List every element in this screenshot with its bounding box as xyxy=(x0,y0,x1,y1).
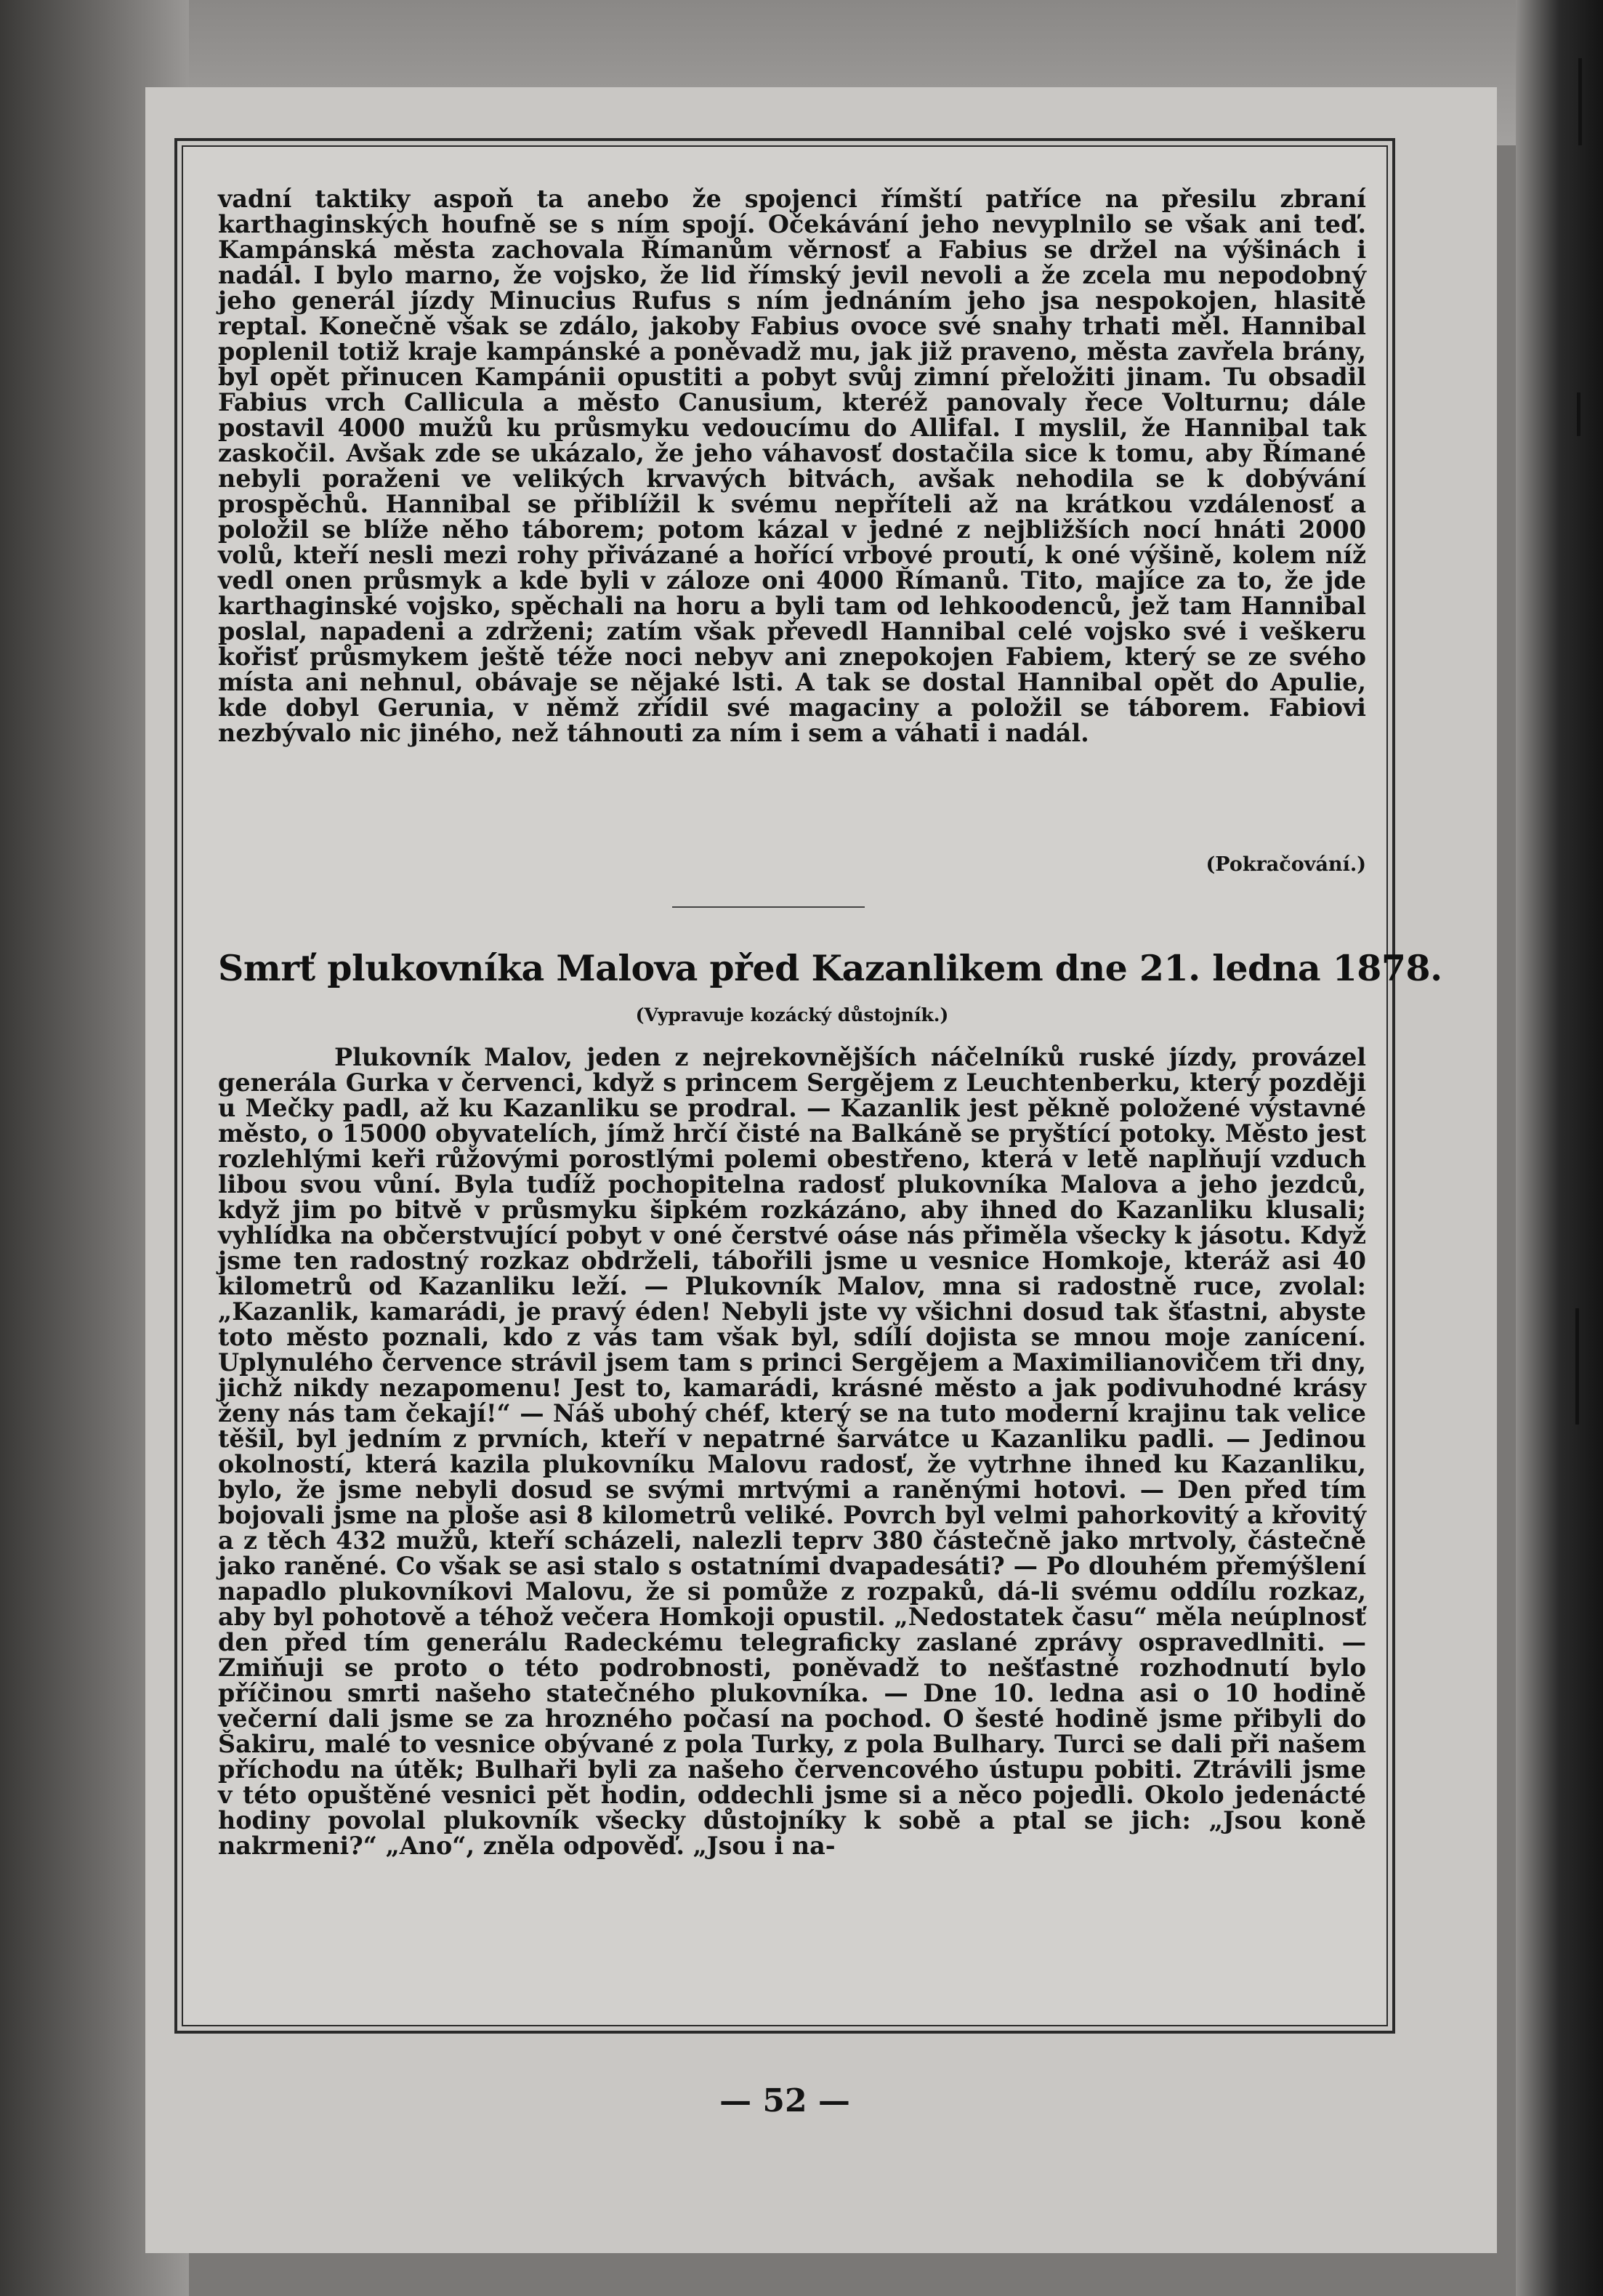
section1-paragraph: vadní taktiky aspoň ta anebo že spojenci římští patříce na přesilu zbraní karthaginských houfně se s ním spojí. Očekávání jeho nevyplnilo se však ani teď. Kampánská města zachovala Římanům věrnosť a Fabius se držel na výšinách i nadál. I bylo marno, že vojsko, že lid římský jevil nevoli a že zcela mu nepodobný jeho generál jízdy Minucius Rufus s ním jednáním jeho jsa nespokojen, hlasitě reptal. Konečně však se zdálo, jakoby Fabius ovoce své snahy trhati měl. Hannibal poplenil totiž kraje kampánské a poněvadž mu, jak již praveno, města zavřela brány, byl opět přinucen Kampánii opustiti a pobyt svůj zimní přeložiti jinam. Tu obsadil Fabius vrch Callicula a město Canusium, kteréž panovaly řece Volturnu; dále postavil 4000 mužů ku průsmyku vedoucímu do Allifal. I myslil, že Hannibal tak zaskočil. Avšak zde se ukázalo, že jeho váhavosť dostačila sice k tomu, aby Římané nebyli poraženi ve velikých krvavých bitvách, avšak nehodila se k dobývání prospěchů. Hannibal se přiblížil k svému nepříteli až na krátkou vzdálenosť a položil se blíže něho táborem; potom kázal v jedné z nejbližších nocí hnáti 2000 volů, kteří nesli mezi rohy přivázané a hořící vrbové proutí, k oné výšině, kolem níž vedl onen průsmyk a kde byli v záloze oni 4000 Římanů. Tito, majíce za to, že jde karthaginské vojsko, spěchali na horu a byli tam od lehkoodenců, jež tam Hannibal poslal, napadeni a zdrženi; zatím však převedl Hannibal celé vojsko své i veškeru kořisť průsmykem ještě téže noci nebyv ani znepokojen Fabiem, který se ze svého místa ani nehnul, obávaje se nějaké lsti. A tak se dostal Hannibal opět do Apulie, kde dobyl Gerunia, v němž zřídil své magaciny a položil se táborem. Fabiovi nezbývalo nic jiného, než táhnouti za ním i sem a váhati i nadál. xyxy=(218,185,1366,747)
binding-mark xyxy=(1577,392,1580,436)
article-title: Smrť plukovníka Malova před Kazanlikem dne 21. ledna 1878. xyxy=(218,947,1442,989)
article-subtitle: (Vypravuje kozácký důstojník.) xyxy=(635,1004,949,1026)
section-divider xyxy=(672,906,865,908)
page-number: — 52 — xyxy=(719,2082,850,2119)
binding-mark xyxy=(1578,58,1582,145)
scan-shadow-right xyxy=(1516,0,1603,2296)
binding-mark xyxy=(1575,1308,1579,1425)
article-paragraph: Plukovník Malov, jeden z nejrekovnějších náčelníků ruské jízdy, provázel generála Gurka v červenci, když s princem Sergějem z Leuchtenberku, který později u Mečky padl, až ku Kazanliku se prodral. — Kazanlik jest pěkně položené výstavné město, o 15000 obyvatelích, jímž hrčí čisté na Balkáně se pryštící potoky. Město jest rozlehlými keři růžovými porostlými polemi obestřeno, která v letě naplňují vzduch libou svou vůní. Byla tudíž pochopitelna radosť plukovníka Malova a jeho jezdců, když jim po bitvě v průsmyku šipkém rozkázáno, aby ihned do Kazanliku klusali; vyhlídka na občerstvující pobyt v oné čerstvé oáse nás přiměla všecky k jásotu. Když jsme ten radostný rozkaz obdrželi, tábořili jsme u vesnice Homkoje, kteráž asi 40 kilometrů od Kazanliku leží. — Plukovník Malov, mna si radostně ruce, zvolal: „Kazanlik, kamarádi, je pravý éden! Nebyli jste vy všichni dosud tak šťastni, abyste toto město poznali, kdo z vás tam však byl, sdílí dojista se mnou moje zanícení. Uplynulého července strávil jsem tam s princi Sergějem a Maximilianovičem tři dny, jichž nikdy nezapomenu! Jest to, kamarádi, krásné město a jak podivuhodné krásy ženy nás tam čekají!“ — Náš ubohý chéf, který se na tuto moderní krajinu tak velice těšil, byl jedním z prvních, kteří v nepatrné šarvátce u Kazanliku padli. — Jedinou okolností, která kazila plukovníku Malovu radosť, že vytrhne ihned ku Kazanliku, bylo, že jsme nebyli dosud se svými mrtvými a raněnými hotovi. — Den před tím bojovali jsme na ploše asi 8 kilometrů veliké. Povrch byl velmi pahorkovitý a křovitý a z těch 432 mužů, kteří scházeli, nalezli teprv 380 částečně jako mrtvoly, částečně jako raněné. Co však se asi stalo s ostatními dvapadesáti? — Po dlouhém přemýšlení napadlo plukovníkovi Malovu, že si pomůže z rozpaků, dá-li svému oddílu rozkaz, aby byl pohotově a téhož večera Homkoji opustil. „Nedostatek času“ měla neúplnosť den před tím generálu Radeckému telegraficky zaslané zprávy ospravedlniti. — Zmiňuji se proto o této podrobnosti, poněvadž to nešťastné rozhodnutí bylo příčinou smrti našeho statečného plukovníka. — Dne 10. ledna asi o 10 hodině večerní dali jsme se za hrozného počasí na pochod. O šesté hodině jsme přibyli do Šakiru, malé to vesnice obývané z pola Turky, z pola Bulhary. Turci se dali při našem příchodu na útěk; Bulhaři byli za našeho červencového ústupu pobiti. Ztrávili jsme v této opuštěné vesnici pět hodin, oddechli jsme si a něco pojedli. Okolo jedenácté hodiny povolal plukovník všecky důstojníky k sobě a ptal se jich: „Jsou koně nakrmeni?“ „Ano“, zněla odpověď. „Jsou i na- xyxy=(218,1043,1366,1860)
continuation-note: (Pokračování.) xyxy=(1206,853,1366,876)
